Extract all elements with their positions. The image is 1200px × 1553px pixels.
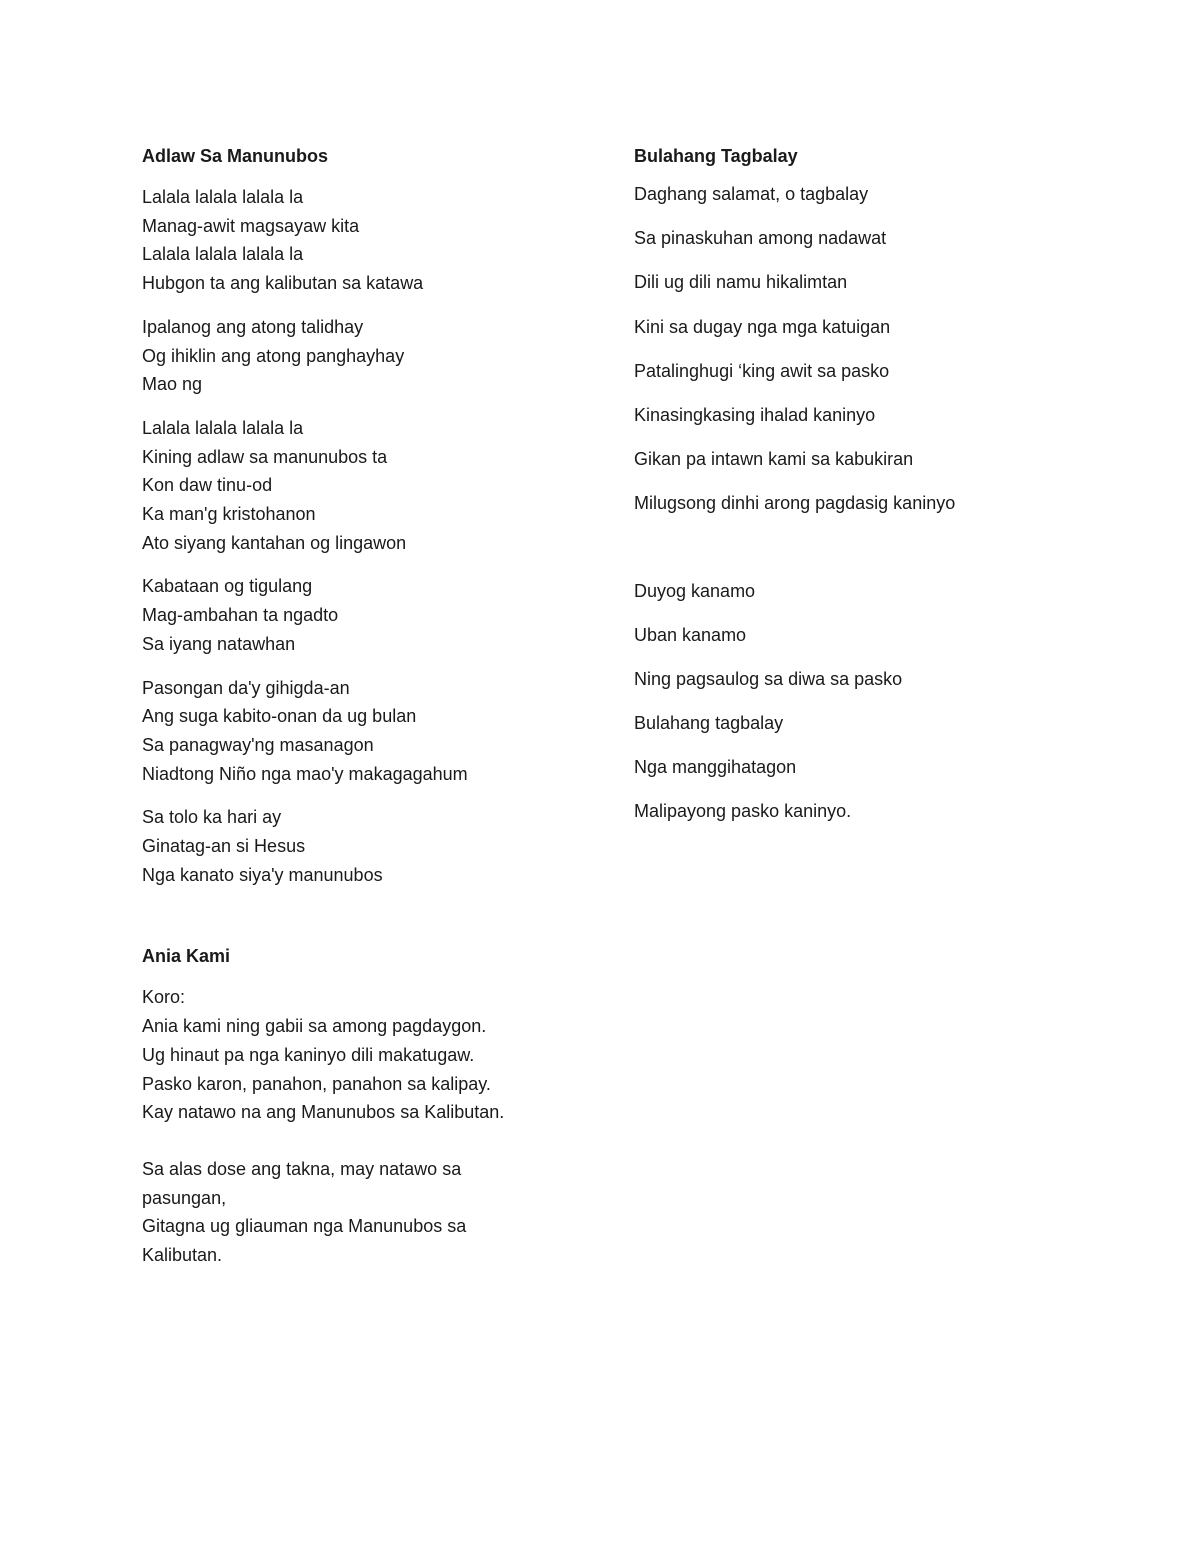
lyric-line: Niadtong Niño nga mao'y makagagahum [142,763,468,784]
lyric-line: Milugsong dinhi arong pagdasig kaninyo [634,493,956,514]
lyric-line: Kini sa dugay nga mga katuigan [634,316,891,337]
lyric-line: Lalala lalala lalala la [142,417,304,438]
stanza [142,313,582,399]
lyric-line: Og ihiklin ang atong panghayhay [142,345,405,366]
lyric-line: Ginatag-an si Hesus [142,836,306,857]
lyric-line: Sa tolo ka hari ay [142,807,282,828]
lyric-line: Malipayong pasko kaninyo. [634,801,852,822]
lyric-line: Ato siyang kantahan og lingawon [142,532,407,553]
right-column [634,145,1074,845]
lyric-line: Kon daw tinu-od [142,475,273,496]
stanza [142,803,582,889]
lyric-line: Koro: [142,987,186,1008]
lyric-line: Sa iyang natawhan [142,633,296,654]
stanza [634,580,1074,823]
lyric-line: Sa panagway'ng masanagon [142,734,374,755]
lyric-line: Duyog kanamo [634,580,756,601]
lyric-line: Sa pinaskuhan among nadawat [634,228,887,249]
lyric-line: Hubgon ta ang kalibutan sa katawa [142,273,424,294]
lyric-line: Nga manggihatagon [634,757,797,778]
stanza [142,674,582,789]
lyric-line: Dili ug dili namu hikalimtan [634,272,848,293]
lyric-line: Gikan pa intawn kami sa kabukiran [634,449,914,470]
lyric-line: Manag-awit magsayaw kita [142,215,360,236]
song-title: Adlaw Sa Manunubos [142,146,329,166]
lyric-line: Mag-ambahan ta ngadto [142,605,339,626]
lyric-line: Ka man'g kristohanon [142,504,316,525]
lyric-line: Kabataan og tigulang [142,576,313,597]
lyric-line: Nga kanato siya'y manunubos [142,864,383,885]
song-bulahang-tagbalay [634,145,1074,822]
song-adlaw-sa-manunubos [142,145,582,889]
stanza [142,572,582,658]
stanza [142,414,582,558]
left-column [142,145,582,1285]
song-title: Ania Kami [142,946,231,967]
stanza [142,983,582,1127]
stanza-gap [634,537,1074,580]
lyric-line: Pasko karon, panahon, panahon sa kalipay. [142,1073,491,1094]
stanza [634,183,1074,514]
lyric-line: Lalala lalala lalala la [142,244,304,265]
lyric-line: Ning pagsaulog sa diwa sa pasko [634,668,903,689]
lyric-line: Uban kanamo [634,624,747,645]
lyric-line: Kinasingkasing ihalad kaninyo [634,404,876,425]
lyric-line: Ang suga kabito-onan da ug bulan [142,706,417,727]
song-title: Bulahang Tagbalay [634,146,798,166]
lyric-line: Kining adlaw sa manunubos ta [142,446,388,467]
lyric-line: Kay natawo na ang Manunubos sa Kalibutan. [142,1102,505,1123]
lyric-line: Lalala lalala lalala la [142,187,304,207]
song-ania-kami [142,945,582,1269]
lyric-line: Ipalanog ang atong talidhay [142,316,364,337]
lyric-line: Patalinghugi ‘king awit sa pasko [634,360,890,381]
lyric-line: Ug hinaut pa nga kaninyo dili makatugaw. [142,1044,475,1065]
lyric-line: Ania kami ning gabii sa among pagdaygon. [142,1016,487,1037]
stanza [142,1155,502,1270]
lyric-line: Sa alas dose ang takna, may natawo sa pasungan, [142,1158,462,1208]
lyric-line: Bulahang tagbalay [634,713,784,734]
lyric-line: Mao ng [142,374,203,395]
stanza [142,183,582,298]
lyric-line: Pasongan da'y gihigda-an [142,677,350,698]
lyric-line: Daghang salamat, o tagbalay [634,184,869,204]
lyric-line: Gitagna ug gliauman nga Manunubos sa Kalibutan. [142,1216,467,1266]
